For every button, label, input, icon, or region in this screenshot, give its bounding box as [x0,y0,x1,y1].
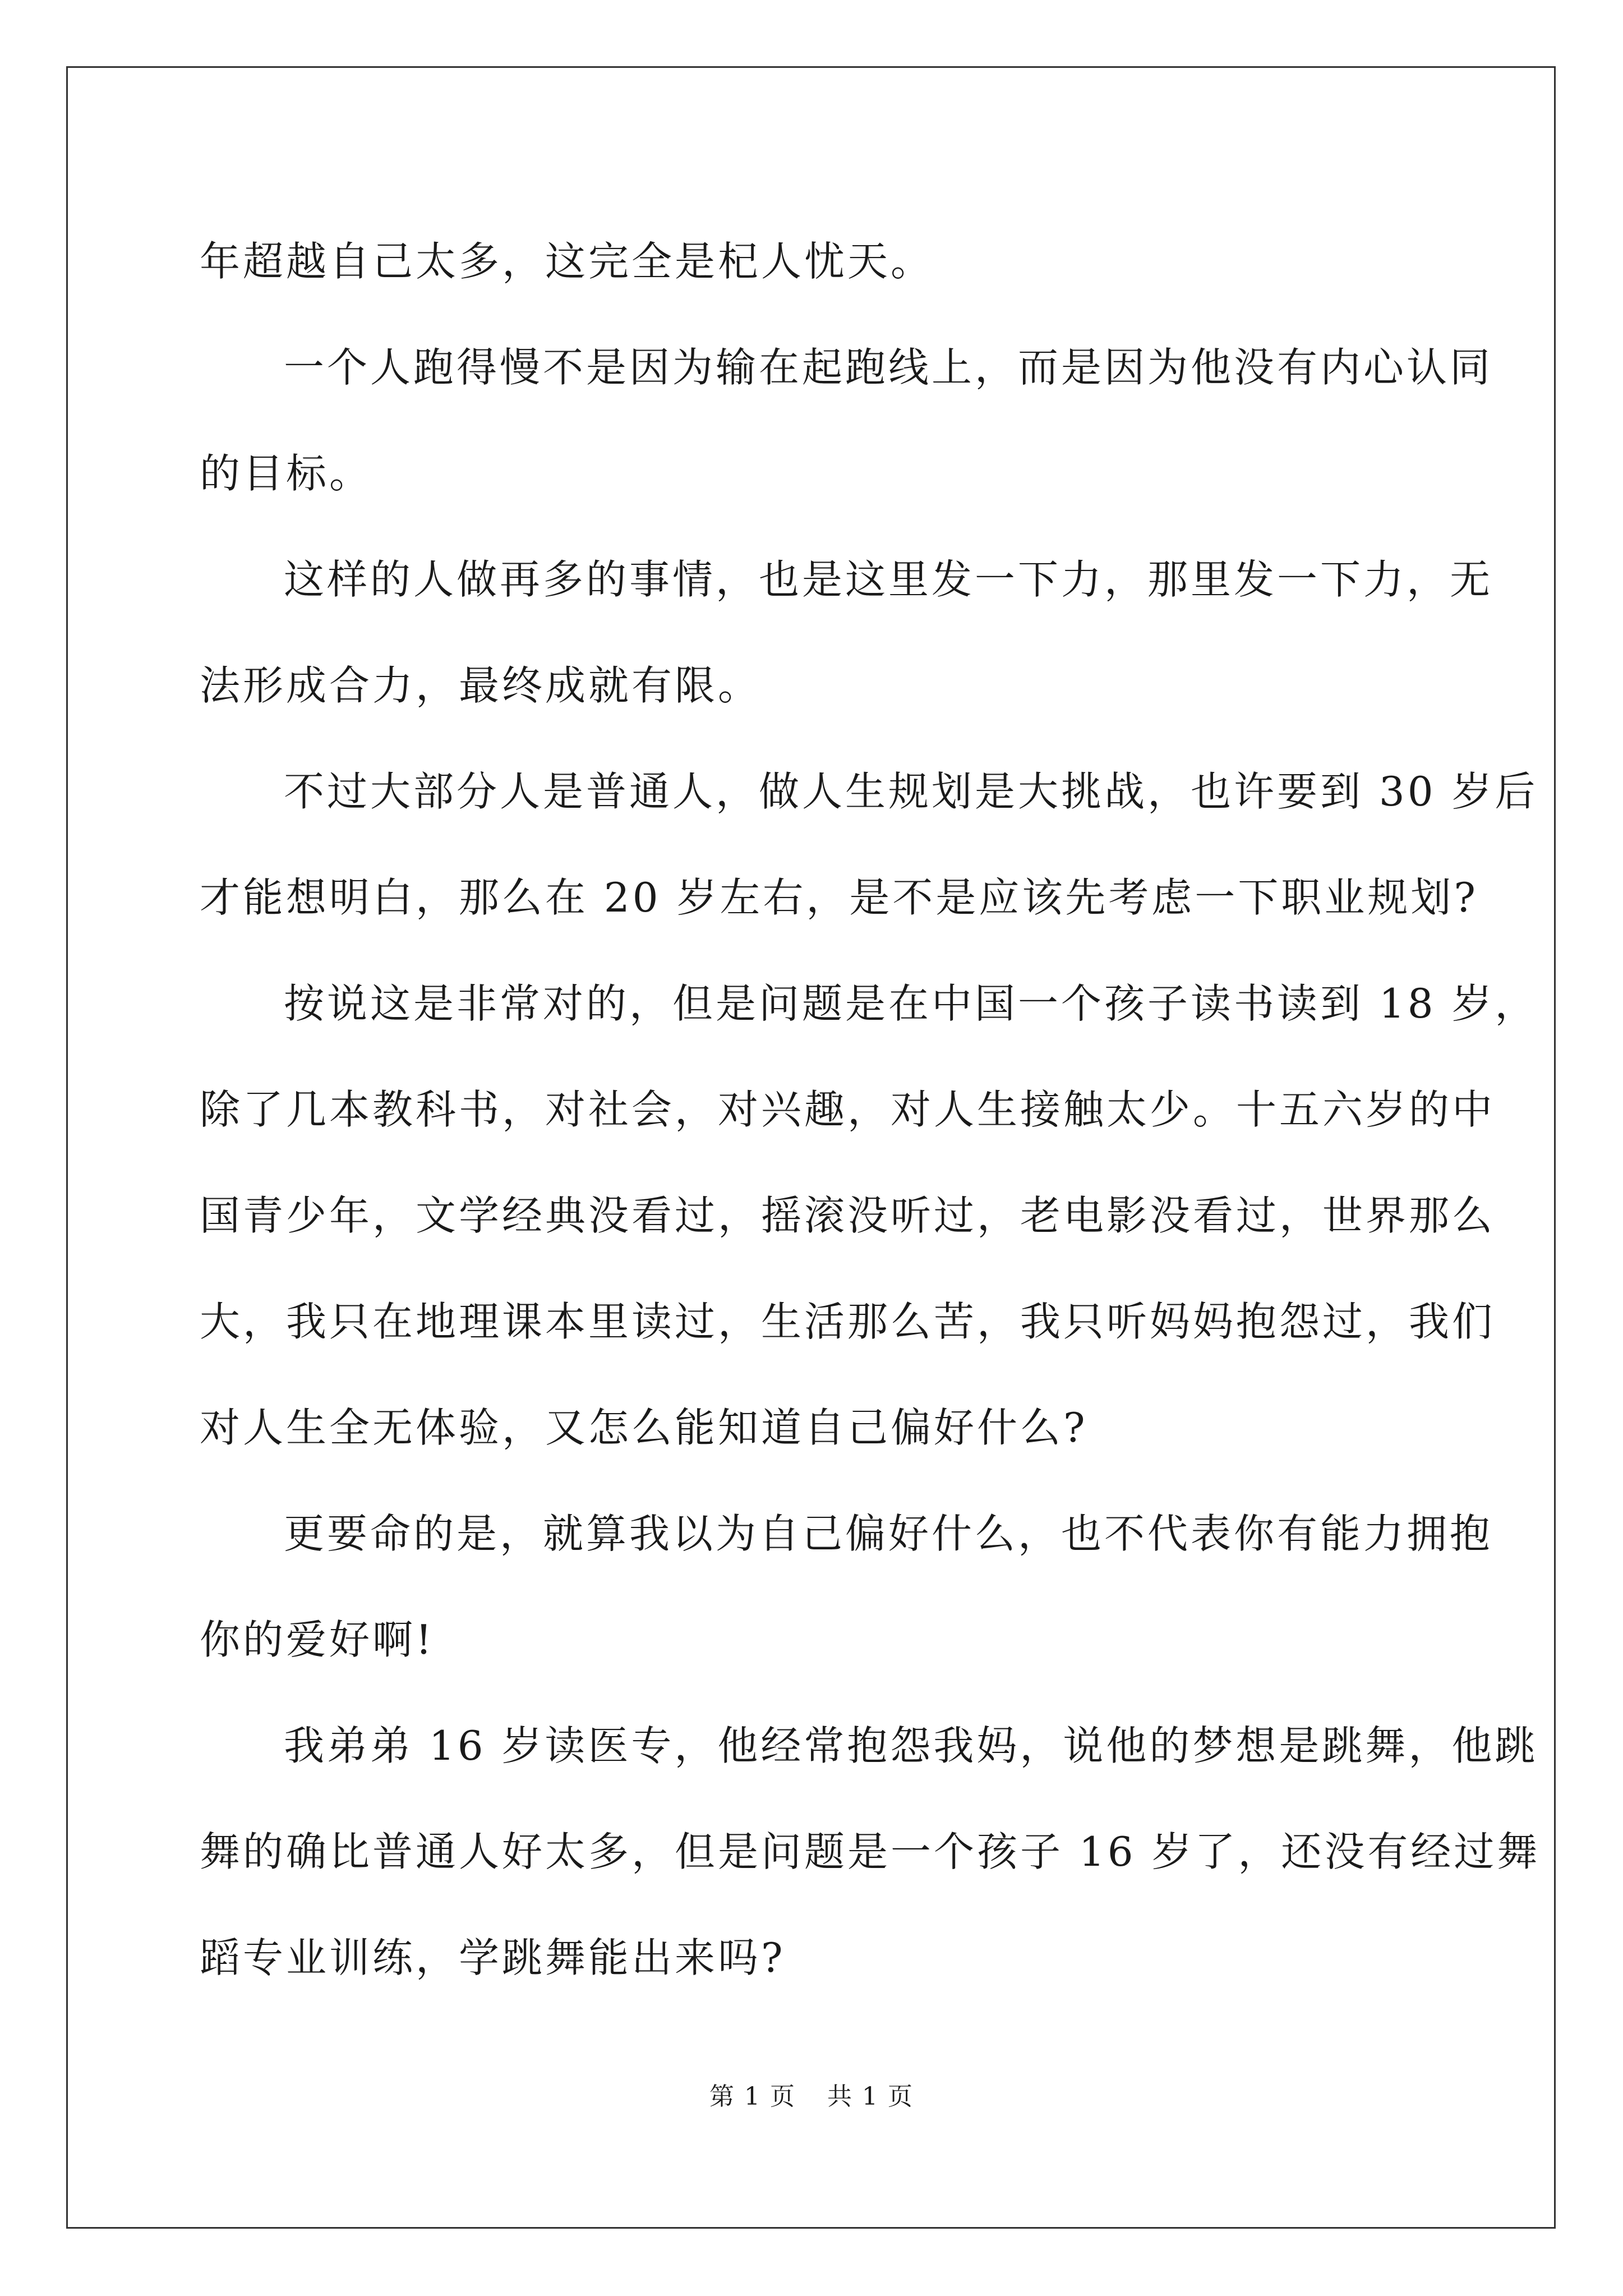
text-line: 这样的人做再多的事情，也是这里发一下力，那里发一下力，无 [284,556,1493,603]
document-body [200,209,1541,2011]
text-line: 的目标。 [200,450,373,497]
text-line: 你的爱好啊! [200,1616,435,1663]
text-line: 除了几本教科书，对社会，对兴趣，对人生接触太少。十五六岁的中 [200,1086,1496,1133]
text-line: 才能想明白，那么在 20 岁左右，是不是应该先考虑一下职业规划? [200,874,1478,921]
text-line: 我弟弟 16 岁读医专，他经常抱怨我妈，说他的梦想是跳舞，他跳 [284,1722,1538,1769]
text-line: 更要命的是，就算我以为自己偏好什么，也不代表你有能力拥抱 [284,1510,1493,1557]
text-line: 一个人跑得慢不是因为输在起跑线上，而是因为他没有内心认同 [284,344,1493,391]
page-number: 第 1 页 [709,2082,796,2111]
text-line: 对人生全无体验，又怎么能知道自己偏好什么? [200,1404,1088,1451]
page-total: 共 1 页 [827,2082,914,2111]
text-line: 大，我只在地理课本里读过，生活那么苦，我只听妈妈抱怨过，我们 [200,1298,1496,1345]
text-line: 法形成合力，最终成就有限。 [200,662,762,709]
text-line: 年超越自己太多，这完全是杞人忧天。 [200,238,934,285]
text-line: 蹈专业训练，学跳舞能出来吗? [200,1934,786,1981]
text-line: 按说这是非常对的，但是问题是在中国一个孩子读书读到 18 岁， [284,980,1538,1027]
text-line: 舞的确比普通人好太多，但是问题是一个孩子 16 岁了，还没有经过舞 [200,1828,1541,1875]
text-line: 国青少年，文学经典没看过，摇滚没听过，老电影没看过，世界那么 [200,1192,1496,1239]
text-line: 不过大部分人是普通人，做人生规划是大挑战，也许要到 30 岁后 [284,768,1538,815]
page-footer [0,2080,1623,2114]
